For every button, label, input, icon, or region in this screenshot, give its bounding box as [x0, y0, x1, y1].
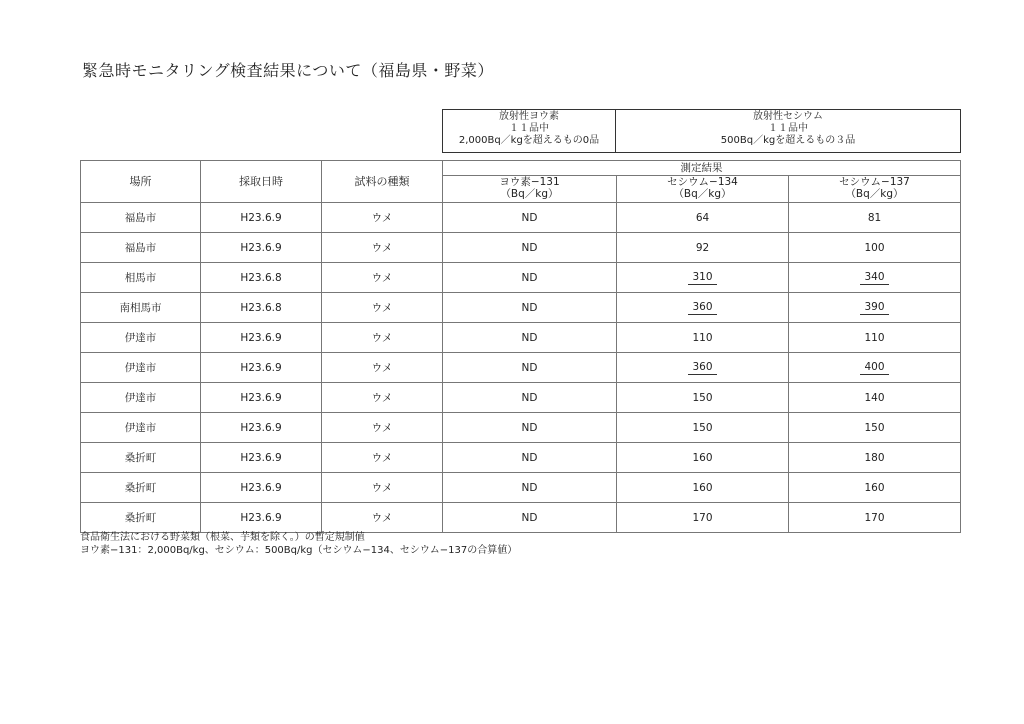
- cell-cs137: [789, 203, 961, 233]
- cell-cs137-value: 390: [860, 301, 888, 315]
- cell-cs137-value: 400: [860, 361, 888, 375]
- cell-i131-value: ND: [521, 331, 538, 344]
- header-cs137-label: セシウム−137: [839, 176, 910, 188]
- cell-cs134-value: 110: [692, 331, 713, 344]
- table-row: [81, 473, 961, 503]
- cell-date: [201, 383, 322, 413]
- table-row: [81, 233, 961, 263]
- header-cs134-unit: （Bq／kg）: [673, 188, 732, 200]
- iodine-summary-name: 放射性ヨウ素: [499, 111, 559, 122]
- cell-cs137-value: 160: [864, 481, 885, 494]
- table-row: [81, 443, 961, 473]
- cell-i131: [443, 293, 617, 323]
- cell-i131-value: ND: [521, 451, 538, 464]
- header-cs134: [617, 176, 789, 203]
- cell-place-value: 桑折町: [124, 482, 157, 494]
- cell-place: [81, 383, 201, 413]
- cell-sample: [322, 413, 443, 443]
- cell-cs137-value: 340: [860, 271, 888, 285]
- cell-date-value: H23.6.9: [240, 241, 282, 254]
- cell-date: [201, 263, 322, 293]
- cell-cs134: [617, 473, 789, 503]
- cell-date-value: H23.6.8: [240, 271, 282, 284]
- table-row: [81, 293, 961, 323]
- cell-place-value: 福島市: [124, 242, 157, 254]
- cesium-summary: [616, 110, 961, 153]
- cell-sample: [322, 353, 443, 383]
- header-date: 採取日時: [201, 161, 322, 203]
- cell-cs134-value: 360: [688, 301, 716, 315]
- cell-place-value: 伊達市: [124, 422, 157, 434]
- cell-i131-value: ND: [521, 271, 538, 284]
- cell-cs137-value: 100: [864, 241, 885, 254]
- cell-sample-value: ウメ: [371, 272, 393, 284]
- cell-i131-value: ND: [521, 481, 538, 494]
- cell-place: [81, 443, 201, 473]
- cell-i131-value: ND: [521, 241, 538, 254]
- cell-date-value: H23.6.9: [240, 211, 282, 224]
- header-sample: 試料の種類: [322, 161, 443, 203]
- cell-cs134: [617, 263, 789, 293]
- cell-i131-value: ND: [521, 511, 538, 524]
- header-i131: [443, 176, 617, 203]
- cell-sample-value: ウメ: [371, 452, 393, 464]
- cell-cs137: [789, 233, 961, 263]
- iodine-summary: [443, 110, 616, 153]
- header-cs137: [789, 176, 961, 203]
- header-i131-label: ヨウ素−131: [499, 176, 560, 188]
- iodine-summary-criteria: 2,000Bq／kgを超えるもの0品: [458, 135, 600, 146]
- header-cs137-unit: （Bq／kg）: [845, 188, 904, 200]
- page-title: 緊急時モニタリング検査結果について（福島県・野菜）: [82, 61, 494, 80]
- cell-cs134-value: 160: [692, 481, 713, 494]
- cell-i131: [443, 203, 617, 233]
- cell-cs134: [617, 413, 789, 443]
- cell-place: [81, 323, 201, 353]
- cell-sample-value: ウメ: [371, 302, 393, 314]
- cell-cs137: [789, 323, 961, 353]
- cell-cs137: [789, 293, 961, 323]
- cell-cs137: [789, 263, 961, 293]
- cell-cs134: [617, 323, 789, 353]
- cell-place: [81, 293, 201, 323]
- cell-sample-value: ウメ: [371, 332, 393, 344]
- cell-date-value: H23.6.9: [240, 421, 282, 434]
- cell-place-value: 桑折町: [124, 452, 157, 464]
- cell-cs134-value: 92: [695, 241, 710, 254]
- cell-cs134: [617, 203, 789, 233]
- cell-i131: [443, 443, 617, 473]
- cell-i131: [443, 413, 617, 443]
- iodine-summary-count: １１品中: [509, 123, 549, 134]
- cell-place: [81, 263, 201, 293]
- cell-place-value: 福島市: [124, 212, 157, 224]
- cell-date: [201, 203, 322, 233]
- cell-place-value: 伊達市: [124, 362, 157, 374]
- results-body: [81, 203, 961, 533]
- cell-sample-value: ウメ: [371, 362, 393, 374]
- cell-cs134-value: 360: [688, 361, 716, 375]
- table-row: [81, 323, 961, 353]
- summary-table: [442, 109, 961, 153]
- table-row: [81, 203, 961, 233]
- cell-place-value: 南相馬市: [119, 302, 162, 314]
- cell-place-value: 相馬市: [124, 272, 157, 284]
- cell-i131: [443, 263, 617, 293]
- notes: [80, 531, 517, 557]
- cell-sample: [322, 323, 443, 353]
- cell-date-value: H23.6.8: [240, 301, 282, 314]
- cell-cs137: [789, 503, 961, 533]
- cell-cs137-value: 140: [864, 391, 885, 404]
- cell-date: [201, 233, 322, 263]
- table-row: [81, 383, 961, 413]
- cell-place-value: 伊達市: [124, 332, 157, 344]
- cell-cs137: [789, 353, 961, 383]
- cell-i131: [443, 353, 617, 383]
- header-results: 測定結果: [443, 161, 961, 176]
- cell-sample: [322, 293, 443, 323]
- cell-place: [81, 203, 201, 233]
- table-row: [81, 263, 961, 293]
- cell-cs137: [789, 443, 961, 473]
- cell-place: [81, 503, 201, 533]
- cell-i131: [443, 473, 617, 503]
- cell-date-value: H23.6.9: [240, 331, 282, 344]
- cell-cs134: [617, 503, 789, 533]
- cell-sample-value: ウメ: [371, 242, 393, 254]
- cell-i131-value: ND: [521, 421, 538, 434]
- cell-date-value: H23.6.9: [240, 391, 282, 404]
- cell-place-value: 伊達市: [124, 392, 157, 404]
- cell-sample: [322, 263, 443, 293]
- cell-place-value: 桑折町: [124, 512, 157, 524]
- cell-place: [81, 353, 201, 383]
- cell-place: [81, 413, 201, 443]
- cell-sample: [322, 473, 443, 503]
- cell-date-value: H23.6.9: [240, 511, 282, 524]
- cell-i131-value: ND: [521, 361, 538, 374]
- cell-cs137: [789, 383, 961, 413]
- cell-date-value: H23.6.9: [240, 361, 282, 374]
- cell-date: [201, 293, 322, 323]
- cell-cs134: [617, 383, 789, 413]
- cell-cs134-value: 170: [692, 511, 713, 524]
- cell-date: [201, 443, 322, 473]
- notes-line-2: ヨウ素−131：2,000Bq/kg、セシウム：500Bq/kg（セシウム−134、セシウム−137の合算値）: [80, 545, 518, 556]
- cell-place: [81, 473, 201, 503]
- cell-sample: [322, 383, 443, 413]
- header-i131-unit: （Bq／kg）: [500, 188, 559, 200]
- cell-cs134-value: 150: [692, 421, 713, 434]
- header-place: 場所: [81, 161, 201, 203]
- cell-date: [201, 413, 322, 443]
- cell-i131: [443, 323, 617, 353]
- cell-sample-value: ウメ: [371, 212, 393, 224]
- cell-i131: [443, 383, 617, 413]
- cell-sample: [322, 203, 443, 233]
- cell-cs137: [789, 413, 961, 443]
- cell-cs134: [617, 443, 789, 473]
- cell-date: [201, 323, 322, 353]
- cell-cs137: [789, 473, 961, 503]
- cell-sample: [322, 233, 443, 263]
- cell-i131: [443, 503, 617, 533]
- cell-date: [201, 473, 322, 503]
- cell-cs137-value: 180: [864, 451, 885, 464]
- cell-cs134-value: 150: [692, 391, 713, 404]
- cell-date: [201, 353, 322, 383]
- cell-cs134-value: 160: [692, 451, 713, 464]
- cell-place: [81, 233, 201, 263]
- cesium-summary-name: 放射性セシウム: [753, 111, 823, 122]
- cell-sample: [322, 443, 443, 473]
- cell-cs134: [617, 233, 789, 263]
- cell-i131-value: ND: [521, 301, 538, 314]
- cell-cs137-value: 81: [867, 211, 882, 224]
- cell-i131-value: ND: [521, 391, 538, 404]
- header-cs134-label: セシウム−134: [667, 176, 738, 188]
- cell-sample-value: ウメ: [371, 422, 393, 434]
- cell-cs134-value: 310: [688, 271, 716, 285]
- cell-date-value: H23.6.9: [240, 481, 282, 494]
- cesium-summary-criteria: 500Bq／kgを超えるもの３品: [720, 135, 856, 146]
- cell-sample-value: ウメ: [371, 512, 393, 524]
- cesium-summary-count: １１品中: [768, 123, 808, 134]
- cell-sample-value: ウメ: [371, 482, 393, 494]
- cell-i131-value: ND: [521, 211, 538, 224]
- cell-date-value: H23.6.9: [240, 451, 282, 464]
- cell-sample-value: ウメ: [371, 392, 393, 404]
- notes-line-1: 食品衛生法における野菜類（根菜、芋類を除く。）の暫定規制値: [80, 532, 365, 543]
- cell-cs134: [617, 293, 789, 323]
- table-row: [81, 413, 961, 443]
- cell-cs134: [617, 353, 789, 383]
- table-row: [81, 503, 961, 533]
- results-table: [80, 160, 961, 533]
- cell-cs137-value: 170: [864, 511, 885, 524]
- cell-cs137-value: 150: [864, 421, 885, 434]
- cell-cs137-value: 110: [864, 331, 885, 344]
- cell-cs134-value: 64: [695, 211, 710, 224]
- table-row: [81, 353, 961, 383]
- cell-i131: [443, 233, 617, 263]
- cell-sample: [322, 503, 443, 533]
- cell-date: [201, 503, 322, 533]
